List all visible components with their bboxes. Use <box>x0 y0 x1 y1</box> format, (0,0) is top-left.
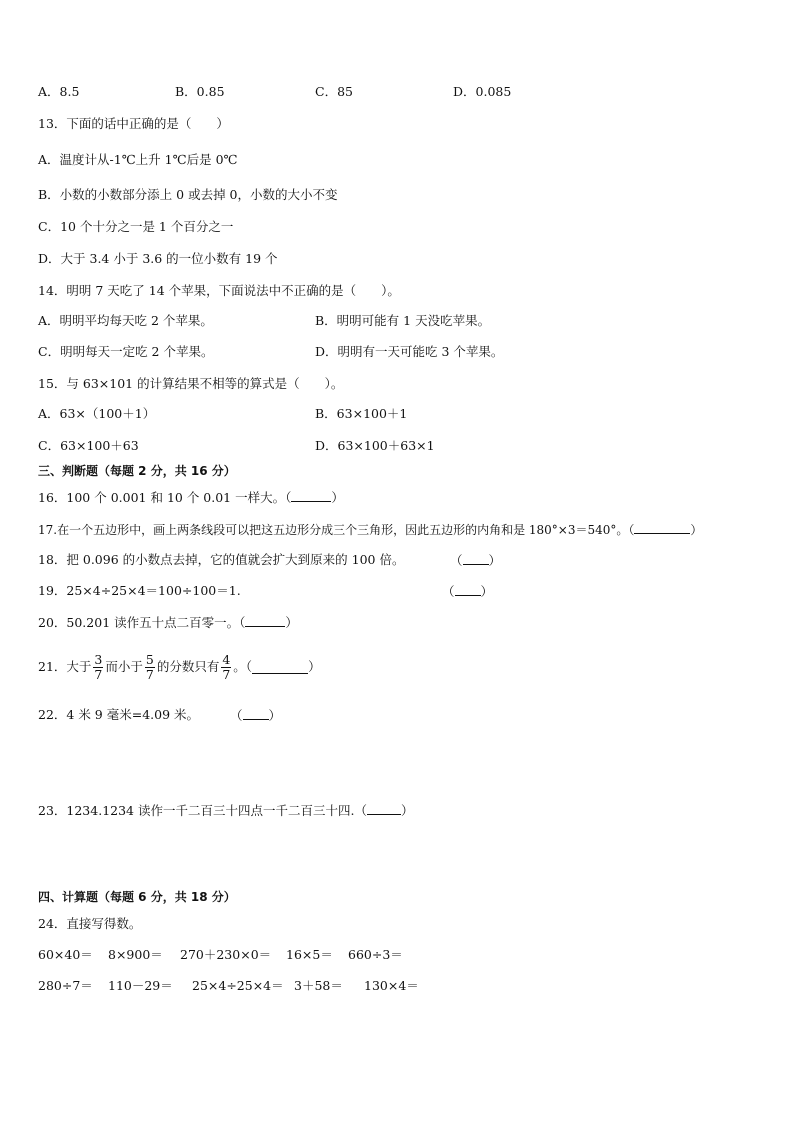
section-4-heading: 四、计算题（每题 6 分，共 18 分） <box>38 890 236 904</box>
q23-answer-blank[interactable] <box>367 802 401 815</box>
q13-option-a: A．温度计从-1℃上升 1℃后是 0℃ <box>38 152 238 167</box>
q18 <box>38 552 404 568</box>
q14-option-a: A．明明平均每天吃 2 个苹果。 <box>38 313 213 328</box>
q22-text: 22．4 米 9 毫米=4.09 米。 <box>38 707 200 722</box>
q17-text: 17.在一个五边形中，画上两条线段可以把这五边形分成三个三角形，因此五边形的内角和是 180°×3＝540°。（ <box>38 523 635 537</box>
calc-item: 280÷7＝ <box>38 978 93 993</box>
q16-answer-blank[interactable] <box>291 489 331 502</box>
q19-answer <box>442 583 493 600</box>
q14-option-d: D．明明有一天可能吃 3 个苹果。 <box>315 344 504 359</box>
q13-option-d: D．大于 3.4 小于 3.6 的一位小数有 19 个 <box>38 251 278 266</box>
q21-suffix: 。（ <box>233 659 253 674</box>
q15-stem: 15．与 63×101 的计算结果不相等的算式是（ ）。 <box>38 376 344 391</box>
q16-text: 16．100 个 0.001 和 10 个 0.01 一样大。（ <box>38 490 292 505</box>
q20 <box>38 614 298 631</box>
q16-paren-close: ） <box>331 490 344 505</box>
calc-item: 25×4÷25×4＝ <box>192 978 284 993</box>
q14-option-c: C．明明每天一定吃 2 个苹果。 <box>38 344 214 359</box>
q18-answer-blank[interactable] <box>463 552 489 565</box>
q14-option-b: B．明明可能有 1 天没吃苹果。 <box>315 313 491 328</box>
q22-answer-blank[interactable] <box>243 707 269 720</box>
q23 <box>38 802 413 819</box>
q13-stem: 13．下面的话中正确的是（ ） <box>38 116 229 131</box>
q12-option-c: C．85 <box>315 84 353 99</box>
q21-fraction-3: $\frac{4}{7}$ <box>222 651 231 682</box>
calc-item: 270＋230×0＝ <box>180 947 272 962</box>
q13-option-c: C．10 个十分之一是 1 个百分之一 <box>38 219 234 234</box>
calc-item: 110－29＝ <box>108 978 173 993</box>
q13-option-b: B．小数的小数部分添上 0 或去掉 0，小数的大小不变 <box>38 187 338 202</box>
q22-answer <box>230 707 281 724</box>
q20-paren-close: ） <box>285 615 298 630</box>
q12-option-b: B．0.85 <box>175 84 225 99</box>
q19-text: 19．25×4÷25×4＝100÷100＝1. <box>38 583 241 598</box>
q19-paren-close: ） <box>480 584 494 599</box>
calc-item: 8×900＝ <box>108 947 163 962</box>
q20-answer-blank[interactable] <box>245 614 285 627</box>
q22-paren-open: （ <box>230 708 243 723</box>
q19-answer-blank[interactable] <box>455 583 481 596</box>
q21 <box>38 650 321 684</box>
q19 <box>38 583 241 599</box>
q22-paren-close: ） <box>268 708 282 723</box>
q23-paren-close: ） <box>400 803 414 818</box>
q21-fraction-2: $\frac{5}{7}$ <box>145 651 154 682</box>
q15-option-b: B．63×100＋1 <box>315 406 408 421</box>
q15-option-a: A．63×（100＋1） <box>38 406 156 421</box>
q23-text: 23．1234.1234 读作一千二百三十四点一千二百三十四.（ <box>38 803 367 818</box>
q18-paren-close: ） <box>488 553 502 568</box>
q21-paren-close: ） <box>308 659 321 674</box>
calc-item: 660÷3＝ <box>348 947 403 962</box>
q15-option-c: C．63×100＋63 <box>38 438 139 453</box>
q12-option-a: A．8.5 <box>38 84 80 99</box>
calc-item: 16×5＝ <box>286 947 333 962</box>
q16 <box>38 489 344 506</box>
q15-option-d: D．63×100＋63×1 <box>315 438 435 453</box>
q21-mid2: 的分数只有 <box>156 659 220 674</box>
q20-text: 20．50.201 读作五十点二百零一。（ <box>38 615 246 630</box>
q17-answer-blank[interactable] <box>634 521 690 534</box>
q17 <box>38 521 702 538</box>
q18-answer <box>450 552 501 569</box>
q14-stem: 14．明明 7 天吃了 14 个苹果，下面说法中不正确的是（ ）。 <box>38 283 400 298</box>
q21-prefix: 21．大于 <box>38 659 92 674</box>
q21-fraction-1: $\frac{3}{7}$ <box>94 651 103 682</box>
q24-stem: 24．直接写得数。 <box>38 916 142 931</box>
section-3-heading: 三、判断题（每题 2 分，共 16 分） <box>38 464 236 478</box>
q19-paren-open: （ <box>442 584 455 599</box>
q18-paren-open: （ <box>450 553 463 568</box>
calc-item: 60×40＝ <box>38 947 93 962</box>
q22 <box>38 707 199 723</box>
q21-mid: 而小于 <box>105 659 143 674</box>
calc-item: 3＋58＝ <box>294 978 343 993</box>
q12-option-d: D．0.085 <box>453 84 512 99</box>
q18-text: 18．把 0.096 的小数点去掉，它的值就会扩大到原来的 100 倍。 <box>38 552 405 567</box>
q17-paren-close: ） <box>690 523 703 537</box>
calc-item: 130×4＝ <box>364 978 419 993</box>
q21-answer-blank[interactable] <box>252 661 308 674</box>
